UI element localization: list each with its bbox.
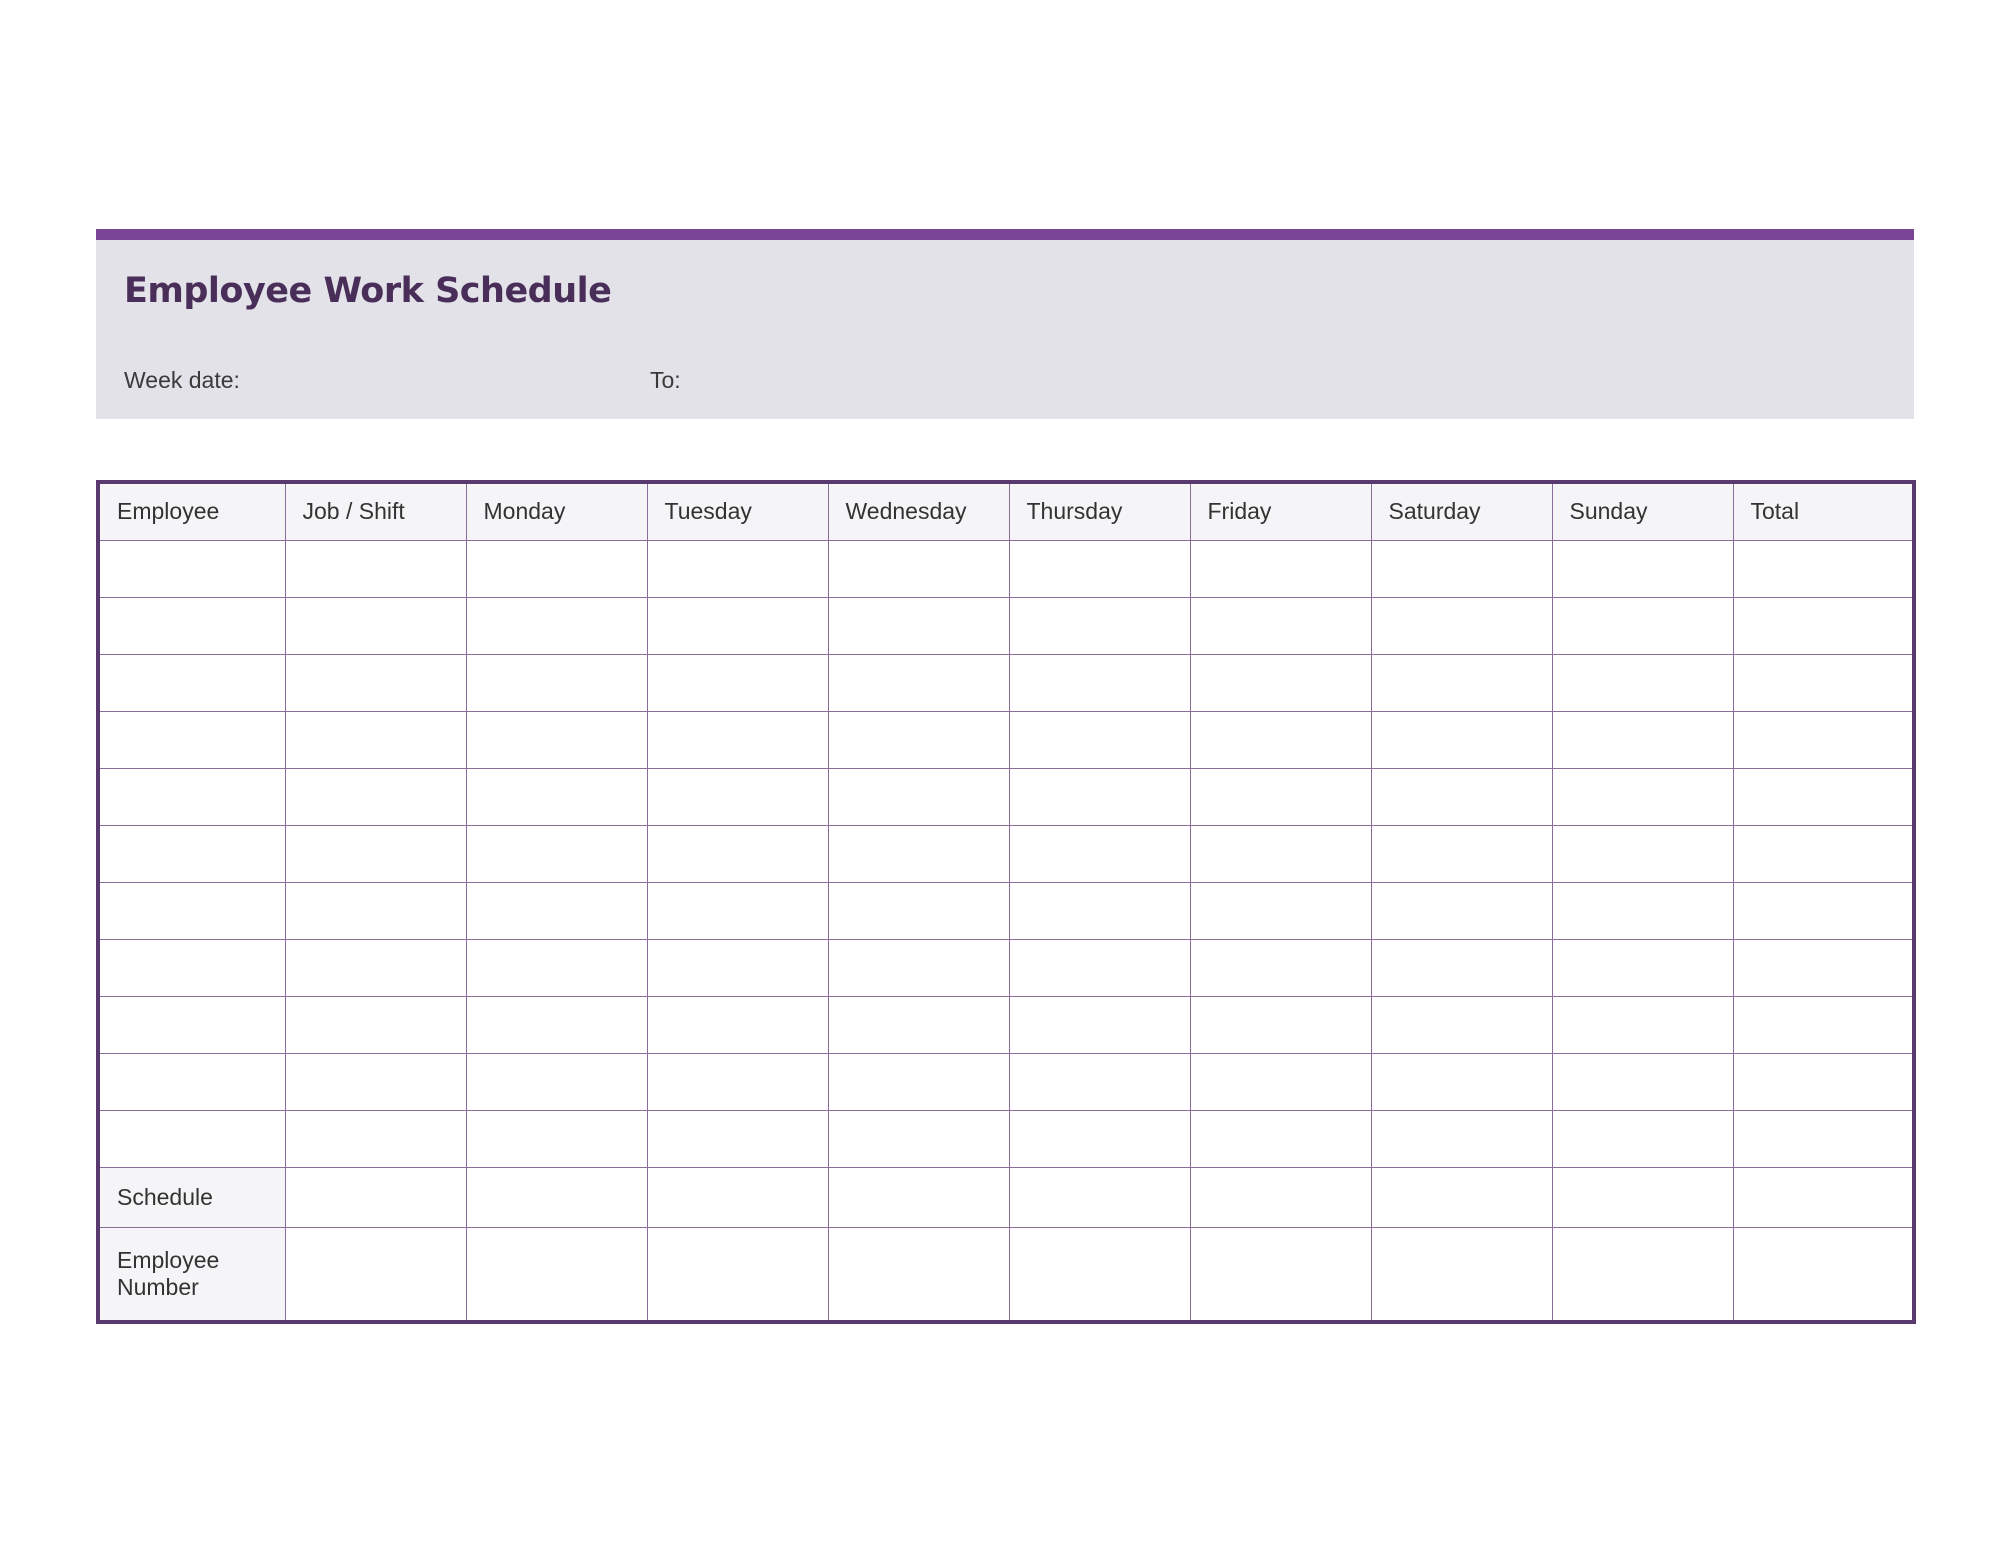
table-cell[interactable] <box>98 711 285 768</box>
column-header-tuesday: Tuesday <box>647 482 828 540</box>
table-cell[interactable] <box>1190 825 1371 882</box>
table-cell[interactable] <box>1009 1053 1190 1110</box>
table-cell[interactable] <box>98 939 285 996</box>
employee-number-label-line2: Number <box>117 1273 199 1300</box>
table-cell[interactable] <box>98 654 285 711</box>
table-cell[interactable] <box>285 1053 466 1110</box>
table-cell[interactable] <box>1733 711 1914 768</box>
table-row <box>98 996 1914 1053</box>
employee-number-cell[interactable] <box>1733 1227 1914 1322</box>
table-cell[interactable] <box>828 996 1009 1053</box>
table-cell[interactable] <box>828 654 1009 711</box>
table-cell[interactable] <box>1552 939 1733 996</box>
employee-number-label-line1: Employee <box>117 1246 220 1273</box>
table-row <box>98 939 1914 996</box>
employee-number-cell[interactable] <box>647 1227 828 1322</box>
table-cell[interactable] <box>466 654 647 711</box>
table-cell[interactable] <box>1371 882 1552 939</box>
employee-number-cell[interactable] <box>1009 1227 1190 1322</box>
column-header-sunday: Sunday <box>1552 482 1733 540</box>
table-row <box>98 540 1914 597</box>
schedule-label: Schedule <box>117 1183 213 1210</box>
column-header-employee: Employee <box>98 482 285 540</box>
table-cell[interactable] <box>285 768 466 825</box>
column-header-monday: Monday <box>466 482 647 540</box>
table-cell[interactable] <box>647 597 828 654</box>
table-cell[interactable] <box>1733 882 1914 939</box>
employee-number-cell[interactable] <box>1552 1227 1733 1322</box>
schedule-cell[interactable] <box>466 1167 647 1227</box>
table-row <box>98 882 1914 939</box>
table-cell[interactable] <box>1733 996 1914 1053</box>
table-cell[interactable] <box>1009 540 1190 597</box>
table-cell[interactable] <box>1190 711 1371 768</box>
table-cell[interactable] <box>1552 540 1733 597</box>
table-cell[interactable] <box>1552 711 1733 768</box>
table-cell[interactable] <box>647 882 828 939</box>
table-cell[interactable] <box>466 825 647 882</box>
table-cell[interactable] <box>1190 540 1371 597</box>
column-header-wednesday: Wednesday <box>828 482 1009 540</box>
table-cell[interactable] <box>1009 597 1190 654</box>
table-cell[interactable] <box>1371 996 1552 1053</box>
schedule-cell[interactable] <box>647 1167 828 1227</box>
table-row <box>98 654 1914 711</box>
schedule-body <box>98 540 1914 1322</box>
schedule-table <box>96 480 1916 1324</box>
table-cell[interactable] <box>1371 1053 1552 1110</box>
table-cell[interactable] <box>828 882 1009 939</box>
table-cell[interactable] <box>647 825 828 882</box>
table-cell[interactable] <box>1371 939 1552 996</box>
table-cell[interactable] <box>1009 1110 1190 1167</box>
table-cell[interactable] <box>1552 996 1733 1053</box>
week-date-label: Week date: <box>124 367 240 393</box>
table-cell[interactable] <box>285 711 466 768</box>
table-cell[interactable] <box>1552 768 1733 825</box>
table-cell[interactable] <box>98 597 285 654</box>
table-cell[interactable] <box>1552 1053 1733 1110</box>
column-header-saturday: Saturday <box>1371 482 1552 540</box>
table-cell[interactable] <box>285 654 466 711</box>
schedule-cell[interactable] <box>1371 1167 1552 1227</box>
header-accent-bar <box>96 229 1914 240</box>
table-cell[interactable] <box>1371 597 1552 654</box>
table-cell[interactable] <box>1371 540 1552 597</box>
employee-number-row-label <box>98 1227 285 1322</box>
table-row <box>98 825 1914 882</box>
table-cell[interactable] <box>1371 654 1552 711</box>
table-cell[interactable] <box>1371 825 1552 882</box>
employee-number-cell[interactable] <box>828 1227 1009 1322</box>
column-header-total: Total <box>1733 482 1914 540</box>
table-cell[interactable] <box>1190 939 1371 996</box>
header-row <box>98 482 1914 540</box>
table-cell[interactable] <box>1190 882 1371 939</box>
table-cell[interactable] <box>828 1110 1009 1167</box>
table-cell[interactable] <box>647 1110 828 1167</box>
table-cell[interactable] <box>1552 1110 1733 1167</box>
table-cell[interactable] <box>1009 882 1190 939</box>
employee-number-cell[interactable] <box>285 1227 466 1322</box>
table-cell[interactable] <box>98 996 285 1053</box>
table-cell[interactable] <box>1190 1053 1371 1110</box>
table-cell[interactable] <box>647 1053 828 1110</box>
table-row <box>98 1053 1914 1110</box>
table-row <box>98 597 1914 654</box>
header-band <box>96 229 1914 419</box>
table-cell[interactable] <box>285 939 466 996</box>
page-title: Employee Work Schedule <box>124 271 612 311</box>
table-row <box>98 768 1914 825</box>
table-cell[interactable] <box>647 768 828 825</box>
table-cell[interactable] <box>647 540 828 597</box>
table-cell[interactable] <box>1190 654 1371 711</box>
table-cell[interactable] <box>285 825 466 882</box>
table-cell[interactable] <box>466 768 647 825</box>
table-cell[interactable] <box>1552 597 1733 654</box>
table-cell[interactable] <box>1371 768 1552 825</box>
table-cell[interactable] <box>466 996 647 1053</box>
table-cell[interactable] <box>1733 540 1914 597</box>
table-cell[interactable] <box>828 825 1009 882</box>
table-cell[interactable] <box>1371 711 1552 768</box>
table-cell[interactable] <box>466 882 647 939</box>
table-cell[interactable] <box>1190 597 1371 654</box>
table-cell[interactable] <box>828 939 1009 996</box>
table-cell[interactable] <box>466 597 647 654</box>
table-cell[interactable] <box>285 882 466 939</box>
table-cell[interactable] <box>98 768 285 825</box>
table-cell[interactable] <box>1733 597 1914 654</box>
schedule-cell[interactable] <box>1009 1167 1190 1227</box>
table-cell[interactable] <box>1552 825 1733 882</box>
table-cell[interactable] <box>1371 1110 1552 1167</box>
table-cell[interactable] <box>466 711 647 768</box>
table-cell[interactable] <box>1733 1110 1914 1167</box>
table-cell[interactable] <box>1190 996 1371 1053</box>
schedule-cell[interactable] <box>1190 1167 1371 1227</box>
employee-number-cell[interactable] <box>466 1227 647 1322</box>
table-cell[interactable] <box>466 1053 647 1110</box>
column-header-thursday: Thursday <box>1009 482 1190 540</box>
table-cell[interactable] <box>828 540 1009 597</box>
table-cell[interactable] <box>1190 768 1371 825</box>
schedule-cell[interactable] <box>828 1167 1009 1227</box>
schedule-cell[interactable] <box>1552 1167 1733 1227</box>
table-cell[interactable] <box>1552 882 1733 939</box>
table-cell[interactable] <box>647 711 828 768</box>
employee-number-cell[interactable] <box>1371 1227 1552 1322</box>
table-cell[interactable] <box>98 1053 285 1110</box>
table-cell[interactable] <box>285 597 466 654</box>
table-row <box>98 1110 1914 1167</box>
employee-number-cell[interactable] <box>1190 1227 1371 1322</box>
schedule-row <box>98 1167 1914 1227</box>
schedule-cell[interactable] <box>285 1167 466 1227</box>
table-cell[interactable] <box>1733 939 1914 996</box>
table-row <box>98 711 1914 768</box>
table-cell[interactable] <box>285 996 466 1053</box>
column-header-job-shift: Job / Shift <box>285 482 466 540</box>
schedule-cell[interactable] <box>1733 1167 1914 1227</box>
table-cell[interactable] <box>1190 1110 1371 1167</box>
table-cell[interactable] <box>1733 1053 1914 1110</box>
table-cell[interactable] <box>466 939 647 996</box>
table-cell[interactable] <box>1009 939 1190 996</box>
column-header-friday: Friday <box>1190 482 1371 540</box>
table-cell[interactable] <box>647 939 828 996</box>
table-cell[interactable] <box>466 540 647 597</box>
table-cell[interactable] <box>647 654 828 711</box>
table-cell[interactable] <box>647 996 828 1053</box>
table-cell[interactable] <box>1733 825 1914 882</box>
table-cell[interactable] <box>285 1110 466 1167</box>
table-cell[interactable] <box>98 1110 285 1167</box>
table-cell[interactable] <box>1552 654 1733 711</box>
table-cell[interactable] <box>828 711 1009 768</box>
table-cell[interactable] <box>1733 654 1914 711</box>
table-cell[interactable] <box>1009 654 1190 711</box>
table-cell[interactable] <box>828 597 1009 654</box>
schedule-row-label <box>98 1167 285 1227</box>
table-cell[interactable] <box>1009 825 1190 882</box>
table-cell[interactable] <box>1009 996 1190 1053</box>
table-cell[interactable] <box>1009 711 1190 768</box>
table-cell[interactable] <box>1009 768 1190 825</box>
to-label: To: <box>650 367 681 393</box>
table-cell[interactable] <box>828 1053 1009 1110</box>
table-cell[interactable] <box>285 540 466 597</box>
table-cell[interactable] <box>98 825 285 882</box>
table-cell[interactable] <box>98 882 285 939</box>
employee-number-row <box>98 1227 1914 1322</box>
table-cell[interactable] <box>1733 768 1914 825</box>
table-cell[interactable] <box>98 540 285 597</box>
table-cell[interactable] <box>466 1110 647 1167</box>
table-cell[interactable] <box>828 768 1009 825</box>
